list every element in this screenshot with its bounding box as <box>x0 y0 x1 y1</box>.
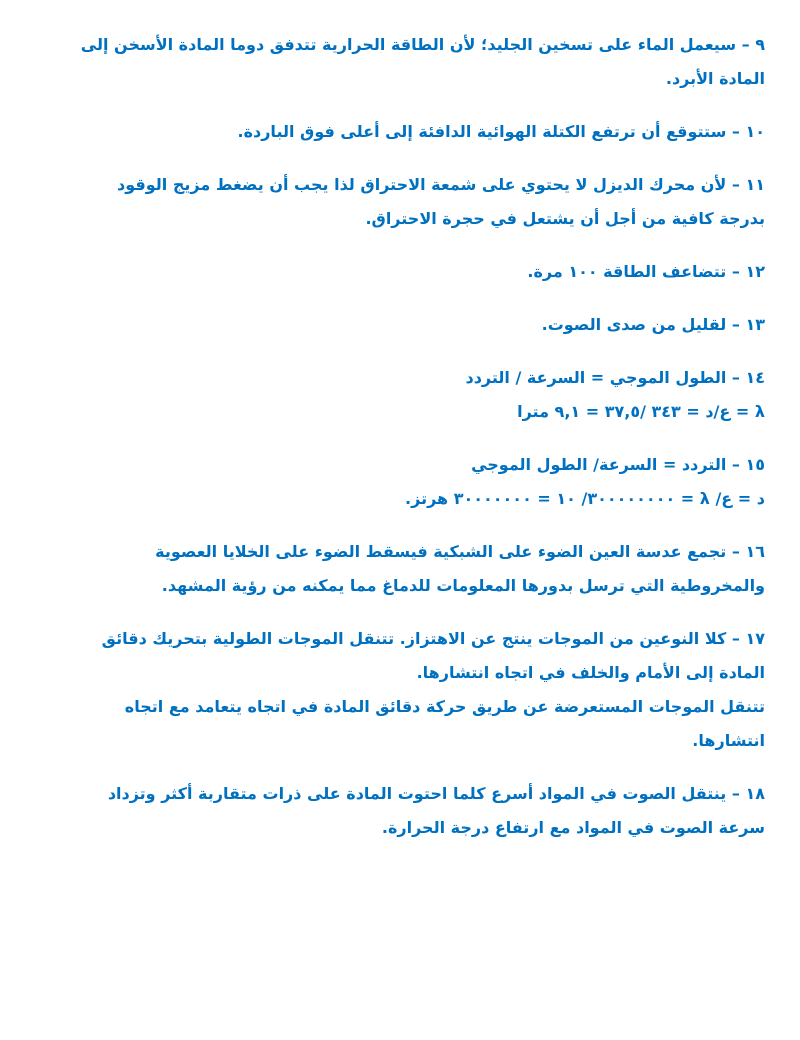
answer-text: ينتقل الصوت في المواد أسرع كلما احتوت المادة على ذرات متقاربة أكثر وتزداد سرعة الصوت في المواد مع ارتفاع درجة الحرارة. <box>107 784 765 837</box>
answer-9 <box>70 28 765 96</box>
answer-text: الطول الموجي = السرعة / التردد <box>465 368 727 387</box>
answer-number: ٩ <box>755 35 765 54</box>
dash: – <box>741 35 750 54</box>
answer-12 <box>70 255 765 289</box>
answer-16 <box>70 535 765 603</box>
answer-paragraph-continued <box>70 690 765 758</box>
answer-formula-calculation <box>70 395 765 429</box>
answer-number: ١٠ <box>745 122 765 141</box>
answer-list <box>70 28 765 864</box>
answer-paragraph <box>70 28 765 96</box>
answer-number: ١٧ <box>745 629 765 648</box>
answer-number: ١٤ <box>745 368 765 387</box>
answer-14 <box>70 361 765 429</box>
answer-paragraph <box>70 535 765 603</box>
answer-text: كلا النوعين من الموجات ينتج عن الاهتزاز. تتنقل الموجات الطولية بتحريك دقائق المادة إلى الأمام والخلف في اتجاه انتشارها. <box>101 629 765 682</box>
answer-number: ١٢ <box>745 262 765 281</box>
answer-text: لقليل من صدى الصوت. <box>541 315 727 334</box>
answer-formula-label <box>70 361 765 395</box>
answer-paragraph <box>70 777 765 845</box>
answer-number: ١٨ <box>745 784 765 803</box>
answer-text: سيعمل الماء على تسخين الجليد؛ لأن الطاقة الحرارية تتدفق دوما المادة الأسخن إلى المادة الأبرد. <box>80 35 765 88</box>
answer-number: ١٦ <box>745 542 765 561</box>
dash: – <box>731 262 740 281</box>
dash: – <box>731 368 740 387</box>
answer-number: ١٣ <box>745 315 765 334</box>
answer-number: ١١ <box>745 175 765 194</box>
answer-text: ستتوقع أن ترتفع الكتلة الهوائية الدافئة إلى أعلى فوق الباردة. <box>237 122 727 141</box>
answer-text: لأن محرك الديزل لا يحتوي على شمعة الاحتراق لذا يجب أن يضغط مزيج الوقود بدرجة كافية من أجل أن يشتعل في حجرة الاحتراق. <box>117 175 765 228</box>
answer-paragraph <box>70 255 765 289</box>
answer-11 <box>70 168 765 236</box>
dash: – <box>731 542 740 561</box>
dash: – <box>731 784 740 803</box>
answer-text: تتضاعف الطاقة ١٠٠ مرة. <box>527 262 727 281</box>
answer-text: تجمع عدسة العين الضوء على الشبكية فيسقط الضوء على الخلايا العصوية والمخروطية التي ترسل بدورها المعلومات للدماغ مما يمكنه من رؤية المشهد. <box>155 542 765 595</box>
dash: – <box>731 455 740 474</box>
answer-paragraph <box>70 308 765 342</box>
answer-15 <box>70 448 765 516</box>
answer-17 <box>70 622 765 758</box>
answer-13 <box>70 308 765 342</box>
answer-formula-label <box>70 448 765 482</box>
dash: – <box>731 122 740 141</box>
dash: – <box>731 315 740 334</box>
answer-paragraph <box>70 115 765 149</box>
answer-text: تتنقل الموجات المستعرضة عن طريق حركة دقائق المادة في اتجاه يتعامد مع اتجاه انتشارها. <box>124 697 765 750</box>
dash: – <box>731 629 740 648</box>
formula-line: د = ع/ λ = ٣٠٠٠٠٠٠٠٠/ ١٠ = ٣٠٠٠٠٠٠٠ هرتز. <box>405 489 765 508</box>
answer-paragraph <box>70 168 765 236</box>
formula-line: λ = ع/د = ٣٤٣ /٣٧,٥ = ٩,١ مترا <box>517 402 765 421</box>
answer-10 <box>70 115 765 149</box>
answer-paragraph <box>70 622 765 690</box>
answer-18 <box>70 777 765 845</box>
dash: – <box>731 175 740 194</box>
answer-text: التردد = السرعة/ الطول الموجي <box>471 455 727 474</box>
answer-number: ١٥ <box>745 455 765 474</box>
answer-formula-calculation <box>70 482 765 516</box>
